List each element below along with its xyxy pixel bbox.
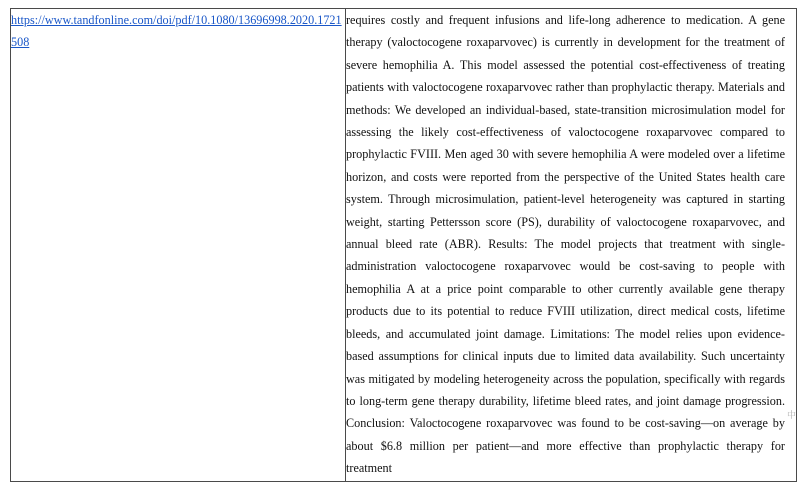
abstract-text: requires costly and frequent infusions and life-long adherence to medication. A gene therapy (valoctocogene roxaparvovec) is currently in development for the treatment of severe hemophilia A. This model assessed the potential cost-effectiveness of treating patients with valoctocogene roxaparvovec rather than prophylactic therapy. Materials and methods: We developed an individual-based, state-transition microsimulation model for assessing the likely cost-effectiveness of valoctocogene roxaparvovec compared to prophylactic FVIII. Men aged 30 with severe hemophilia A were modeled over a lifetime horizon, and costs were reported from the perspective of the United States health care system. Through microsimulation, patient-level heterogeneity was captured in starting weight, starting Pettersson score (PS), durability of valoctocogene roxaparvovec, and annual bleed rate (ABR). Results: The model projects that treatment with single-administration valoctocogene roxaparvovec would be cost-saving to people with hemophilia A at a price point comparable to other currently available gene therapy products due to its potential to reduce FVIII utilization, direct medical costs, lifetime bleeds, and accumulated joint damage. Limitations: The model relies upon evidence-based assumptions for clinical inputs due to limited data availability. Such uncertainty was mitigated by modeling heterogeneity across the population, specifically with regards to long-term gene therapy durability, lifetime bleed rates, and joint damage progression. Conclusion: Valoctocogene roxaparvovec was found to be cost-saving—on average by about $6.8 million per patient—and more effective than prophylactic therapy for treatment (346, 13, 785, 476)
abstract-cell (346, 9, 797, 482)
doi-link[interactable]: https://www.tandfonline.com/doi/pdf/10.1080/13696998.2020.1721508 (11, 13, 342, 50)
link-cell (11, 9, 346, 482)
reference-table (10, 8, 797, 482)
scroll-marker: 中 (785, 410, 795, 419)
table-row (11, 9, 797, 482)
